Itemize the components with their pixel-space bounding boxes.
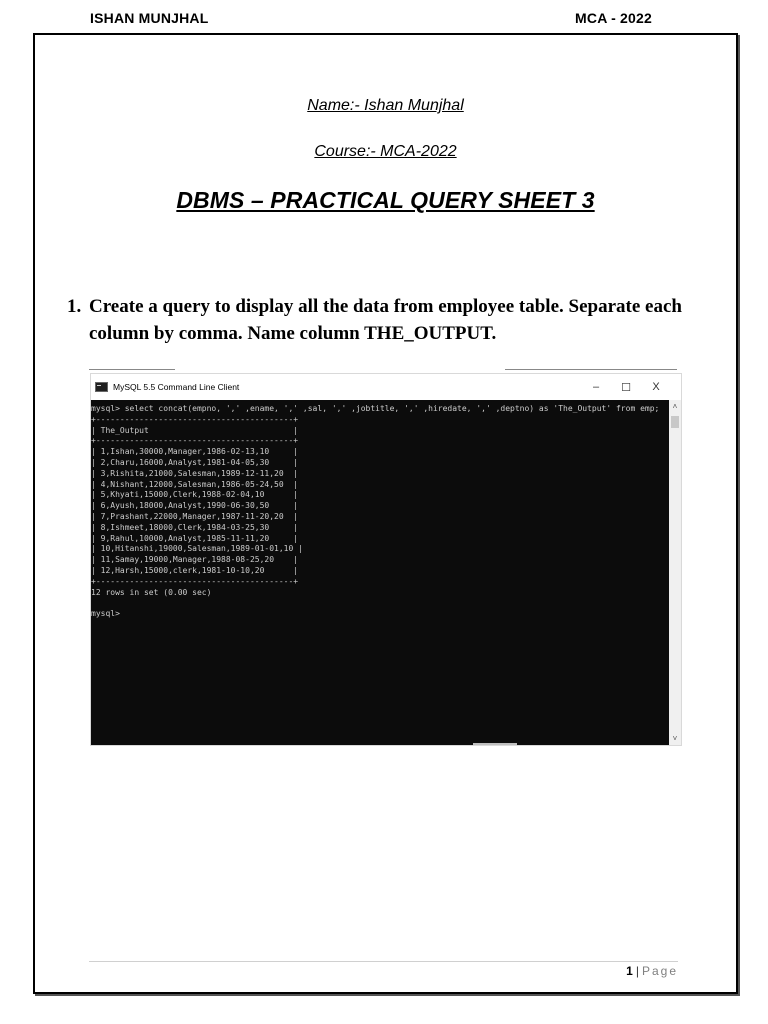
result-rows xyxy=(91,447,669,577)
divider-right xyxy=(505,369,677,370)
window-controls xyxy=(581,374,671,400)
question-1 xyxy=(67,293,707,347)
mysql-terminal-window xyxy=(90,373,682,746)
question-number: 1. xyxy=(67,296,82,317)
terminal-output[interactable] xyxy=(91,400,669,745)
close-button[interactable]: X xyxy=(652,381,660,393)
table-row: | 9,Rahul,10000,Analyst,1985-11-11,20 | xyxy=(91,533,299,543)
student-name: Name:- Ishan Munjhal xyxy=(307,97,464,114)
mysql-prompt[interactable]: mysql> xyxy=(91,609,120,619)
table-border-top: +-----------------------------------------+ xyxy=(91,414,299,424)
table-row: | 2,Charu,16000,Analyst,1981-04-05,30 | xyxy=(91,457,299,467)
table-row: | 5,Khyati,15000,Clerk,1988-02-04,10 | xyxy=(91,490,299,500)
table-row: | 11,Samay,19000,Manager,1988-08-25,20 | xyxy=(91,555,299,565)
page-label: Page xyxy=(641,964,678,978)
table-column-header: | The_Output | xyxy=(91,425,299,435)
table-border-mid: +-----------------------------------------+ xyxy=(91,436,299,446)
rows-summary: 12 rows in set (0.00 sec) xyxy=(91,587,212,597)
table-row: | 6,Ayush,18000,Analyst,1990-06-30,50 | xyxy=(91,501,299,511)
scroll-up-icon[interactable]: ˄ xyxy=(672,402,678,411)
table-row: | 8,Ishmeet,18000,Clerk,1984-03-25,30 | xyxy=(91,522,299,532)
table-row: | 4,Nishant,12000,Salesman,1986-05-24,50 | xyxy=(91,479,299,489)
sheet-title: DBMS – PRACTICAL QUERY SHEET 3 xyxy=(176,187,595,213)
vertical-scrollbar[interactable] xyxy=(669,400,681,745)
console-icon xyxy=(95,382,108,392)
question-text: Create a query to display all the data from employee table. Separate each column by comma. Name column THE_OUTPUT. xyxy=(89,296,682,344)
terminal-titlebar[interactable] xyxy=(91,374,681,400)
footer-separator: | xyxy=(635,964,639,978)
page-number: 1 xyxy=(626,964,633,978)
blank-line xyxy=(91,598,669,609)
sql-query-line: mysql> select concat(empno, ',' ,ename, ',' ,sal, ',' ,jobtitle, ',' ,hiredate, ',' ,deptno) as 'The_Output' from emp; xyxy=(91,404,660,413)
table-row: | 12,Harsh,15000,clerk,1981-10-10,20 | xyxy=(91,565,299,575)
scroll-thumb[interactable] xyxy=(671,416,679,428)
horizontal-scroll-indicator xyxy=(473,743,517,745)
course-name: Course:- MCA-2022 xyxy=(314,143,457,160)
scroll-down-icon[interactable]: ˅ xyxy=(672,734,678,743)
header-course: MCA - 2022 xyxy=(575,10,652,26)
minimize-button[interactable]: – xyxy=(592,381,600,393)
maximize-button[interactable]: ☐ xyxy=(621,381,631,394)
table-border-bottom: +-----------------------------------------+ xyxy=(91,576,299,586)
divider-left xyxy=(89,369,175,370)
table-row: | 1,Ishan,30000,Manager,1986-02-13,10 | xyxy=(91,447,299,457)
table-row: | 10,Hitanshi,19000,Salesman,1989-01-01,10 | xyxy=(91,544,303,554)
page-frame xyxy=(33,33,738,994)
page-footer xyxy=(626,964,678,978)
table-row: | 7,Prashant,22000,Manager,1987-11-20,20 | xyxy=(91,511,299,521)
footer-divider xyxy=(89,961,678,962)
terminal-title: MySQL 5.5 Command Line Client xyxy=(113,382,240,392)
table-row: | 3,Rishita,21000,Salesman,1989-12-11,20 | xyxy=(91,468,299,478)
header-author: ISHAN MUNJHAL xyxy=(90,10,209,26)
